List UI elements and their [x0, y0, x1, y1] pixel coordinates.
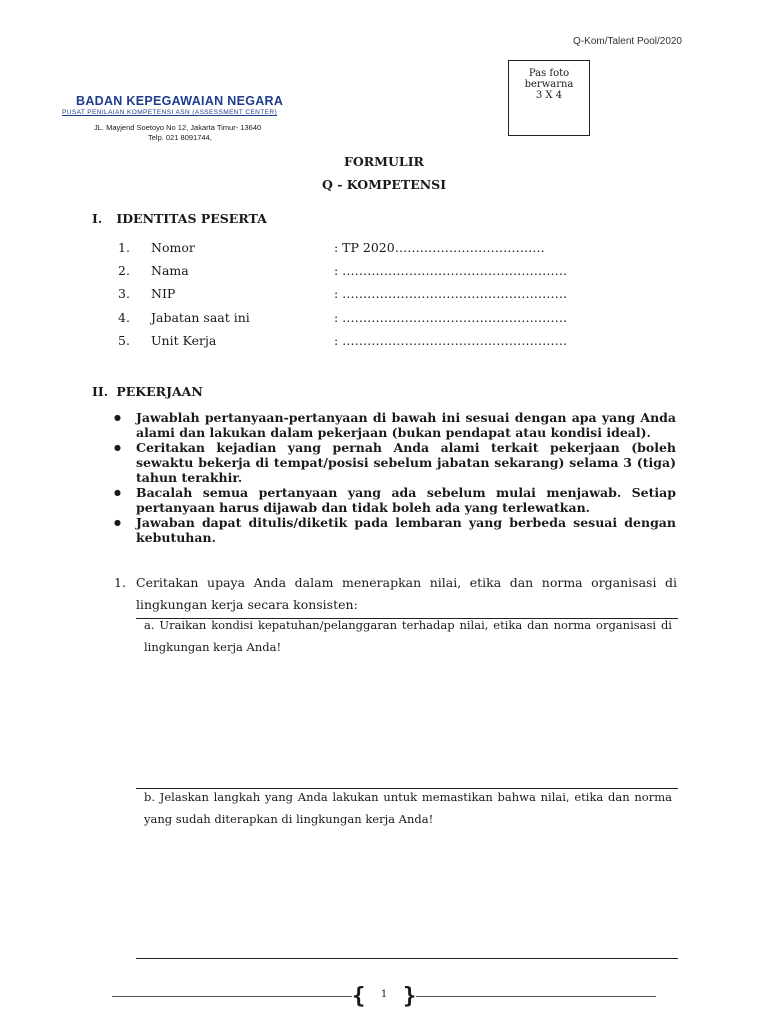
instruction-item: ● Bacalah semua pertanyaan yang ada sebelum mulai menjawab. Setiap pertanyaan harus dijawab dan tidak boleh ada yang terlewatkan. — [114, 485, 676, 515]
row-index: 5. — [118, 333, 130, 348]
question-number: 1. — [114, 575, 126, 590]
question-1b-prompt: b. Jelaskan langkah yang Anda lakukan untuk memastikan bahwa nilai, etika dan norma yang sudah diterapkan di lingkungan kerja Anda! — [144, 790, 672, 826]
row-index: 4. — [118, 310, 130, 325]
organization-name: BADAN KEPEGAWAIAN NEGARA — [76, 94, 284, 108]
section-work-heading — [92, 384, 203, 399]
instruction-item: ● Ceritakan kejadian yang pernah Anda alami terkait pekerjaan (boleh sewaktu bekerja di tempat/posisi sebelum jabatan sekarang) selama 3 (tiga) tahun terakhir. — [114, 440, 676, 485]
row-label: Unit Kerja — [151, 333, 217, 348]
row-index: 1. — [118, 240, 130, 255]
row-label: Nomor — [151, 240, 195, 255]
instruction-item: ● Jawaban dapat ditulis/diketik pada lembaran yang berbeda sesuai dengan kebutuhan. — [114, 515, 676, 545]
page-number: 1 — [380, 989, 388, 1000]
organization-subunit: PUSAT PENILAIAN KOMPETENSI ASN (ASSESSMENT CENTER) — [62, 109, 278, 116]
section-identity-heading — [92, 211, 267, 226]
section-title: IDENTITAS PESERTA — [116, 211, 267, 226]
organization-phone: Telp. 021 8091744, — [148, 133, 212, 142]
footer-line-right — [416, 996, 656, 997]
question-1 — [114, 572, 677, 616]
section-number: II. — [92, 384, 109, 399]
left-brace-icon: { — [352, 984, 366, 1009]
divider-line — [136, 958, 678, 959]
row-label: NIP — [151, 286, 176, 301]
row-field[interactable]: : ……………………………………………… — [334, 263, 568, 278]
question-text: Ceritakan upaya Anda dalam menerapkan nilai, etika dan norma organisasi di lingkungan kerja secara konsisten: — [136, 575, 677, 612]
row-label: Nama — [151, 263, 189, 278]
organization-address: JL. Mayjend Soetoyo No 12, Jakarta Timur- 13640 — [94, 123, 262, 132]
answer-area-1a[interactable] — [136, 666, 678, 784]
section-number: I. — [92, 211, 103, 226]
section-title: PEKERJAAN — [116, 384, 203, 399]
row-index: 3. — [118, 286, 130, 301]
row-field[interactable]: : ……………………………………………… — [334, 310, 568, 325]
form-title: FORMULIR — [344, 154, 424, 169]
row-index: 2. — [118, 263, 130, 278]
photo-box-line3: 3 X 4 — [535, 90, 563, 101]
row-field[interactable]: : ……………………………………………… — [334, 333, 568, 348]
instruction-list — [114, 410, 676, 545]
photo-box-line2: berwarna — [524, 79, 574, 90]
question-1a-prompt: a. Uraikan kondisi kepatuhan/pelanggaran terhadap nilai, etika dan norma organisasi di lingkungan kerja Anda! — [144, 618, 672, 654]
row-field[interactable]: : ……………………………………………… — [334, 286, 568, 301]
row-label: Jabatan saat ini — [151, 310, 250, 325]
instruction-item: ● Jawablah pertanyaan-pertanyaan di bawah ini sesuai dengan apa yang Anda alami dan lakukan dalam pekerjaan (bukan pendapat atau kondisi ideal). — [114, 410, 676, 440]
answer-area-1b[interactable] — [136, 836, 678, 954]
form-subtitle: Q - KOMPETENSI — [321, 177, 447, 192]
photo-box-line1: Pas foto — [528, 68, 570, 79]
footer-line-left — [112, 996, 352, 997]
right-brace-icon: } — [403, 984, 417, 1009]
photo-placeholder-box — [508, 60, 590, 136]
document-code: Q-Kom/Talent Pool/2020 — [573, 36, 682, 47]
row-field[interactable]: : TP 2020……………………………… — [334, 240, 545, 255]
